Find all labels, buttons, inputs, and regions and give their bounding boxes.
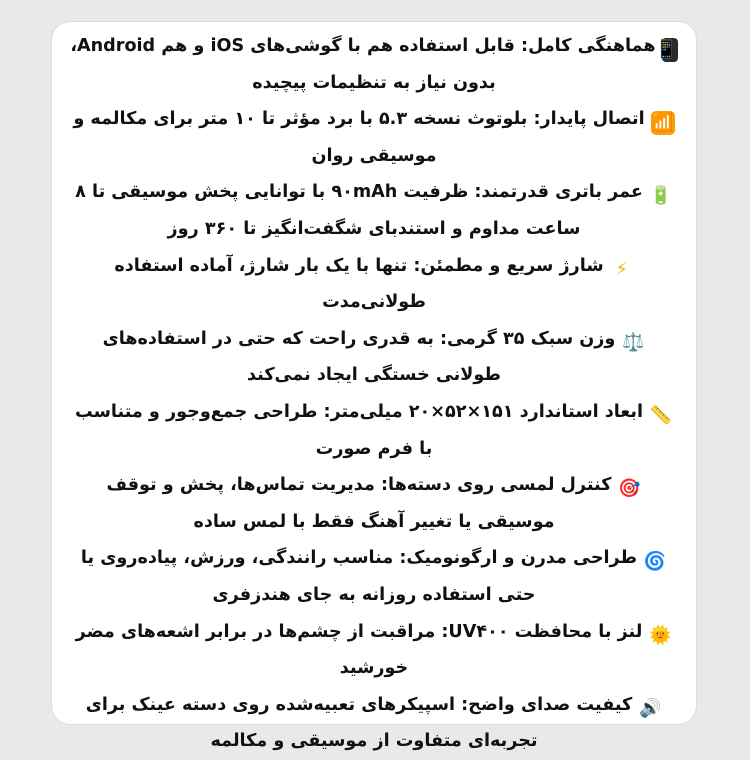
feature-uv-lens [68,614,680,687]
signal-bars-icon: 📶 [651,112,674,134]
feature-connectivity [68,101,680,174]
feature-text: کیفیت صدای واضح: اسپیکرهای تعبیه‌شده روی دسته عینک برای تجربه‌ای متفاوت از موسیقی و مکالمه [85,694,633,752]
balance-scale-icon: ⚖️ [622,331,645,353]
feature-card [52,22,696,752]
feature-design [68,540,680,613]
feature-text: عمر باتری قدرتمند: ظرفیت ۹۰mAh با توانایی پخش موسیقی تا ۸ ساعت مداوم و استندبای شگفت‌انگیز تا ۳۶۰ روز [75,182,643,239]
feature-text: هماهنگی کامل: قابل استفاده هم با گوشی‌های iOS و هم Android، بدون نیاز به تنظیمات پیچیده [70,36,656,93]
feature-text: شارژ سریع و مطمئن: تنها با یک بار شارژ، آماده استفاده طولانی‌مدت [114,255,604,313]
mobile-phone-icon: 📱 [655,39,678,60]
cyclone-icon: 🌀 [643,551,667,573]
feature-compatibility [68,28,680,101]
feature-fast-charge [68,248,680,321]
feature-weight [68,321,680,394]
ruler-icon: 📏 [649,404,673,426]
target-icon: 🎯 [618,478,641,500]
sun-icon: 🌞 [649,624,672,646]
feature-text: ابعاد استاندارد ۱۵۱×۵۲×۲۰ میلی‌متر: طراحی جمع‌وجور و متناسب با فرم صورت [75,401,643,459]
feature-text: لنز با محافظت UV۴۰۰: مراقبت از چشم‌ها در برابر اشعه‌های مضر خورشید [75,621,643,679]
feature-touch-control [68,467,680,540]
battery-icon: 🔋 [649,185,673,207]
feature-battery [68,174,680,247]
feature-text: اتصال پایدار: بلوتوث نسخه ۵.۳ با برد مؤثر تا ۱۰ متر برای مکالمه و موسیقی روان [73,109,645,166]
lightning-icon: ⚡ [615,258,628,280]
feature-text: وزن سبک ۳۵ گرمی: به قدری راحت که حتی در استفاده‌های طولانی خستگی ایجاد نمی‌کند [102,328,616,386]
speaker-icon: 🔊 [639,697,662,719]
feature-dimensions [68,394,680,467]
feature-audio [68,687,680,760]
feature-text: کنترل لمسی روی دسته‌ها: مدیریت تماس‌ها، پخش و توقف موسیقی یا تغییر آهنگ فقط با لمس ساده [106,475,612,532]
feature-text: طراحی مدرن و ارگونومیک: مناسب رانندگی، ورزش، پیاده‌روی یا حتی استفاده روزانه به جای هندزفری [80,548,638,605]
